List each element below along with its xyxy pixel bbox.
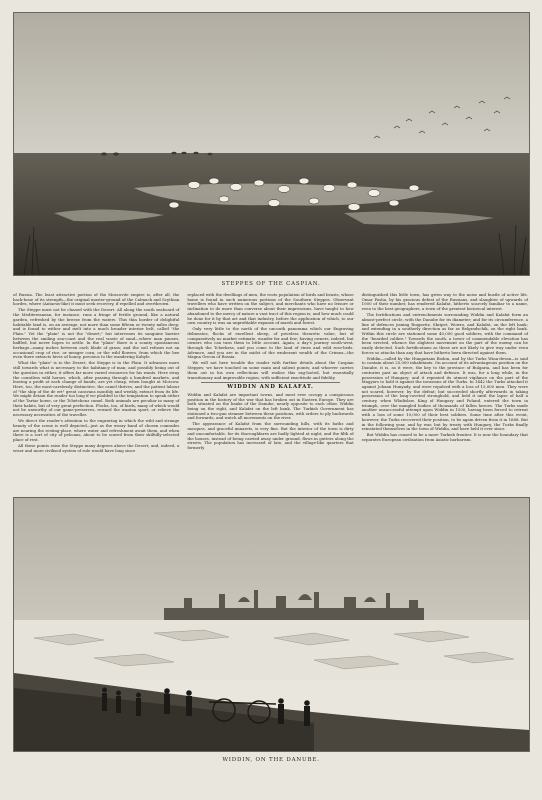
paragraph: The fortifications and entrenchments surrounding Widdin and Kalafat form an almost-perfect circle, with the Danube for its diameter; and for its circumference, a line of defences joining Ruigavitz, Skripet, Wowro, and Kalafat, on the left bank; and extending in a southerly direction as far as Belgradschik, on the right bank. Within this circle are stationed some 40,000 good soldiers, with the command of the "bearded calibre." Towards the south, a tower of commendable elevation has been erected, whence the slightest movement on the part of the enemy can be easily detected. Such fortifications as these are not likely to give way under even forces so attacks than any that have hitherto been directed against them.	[361, 312, 528, 355]
steppes-caption: STEPPES OF THE CASPIAN.	[221, 281, 321, 287]
paragraph: of Russia. The least attractive portion of the Muscovite empire is, after all, the back-bone of its strength—the original muster-ground of the Calmuck and Scythian hordes, where (Antaeus-like) it must seek recovery, if repelled and overthrown.	[13, 292, 180, 307]
widdin-illustration	[14, 498, 529, 751]
paragraph: We will not here trouble the reader with further details about the Caspian Steppes; we have touched on some main and salient points; and whoever carries them out in his own reflections will realise this rag-looted, but essentially transitionary and improvable region, with sufficient exactitude and fidelity.	[187, 360, 354, 380]
article-column-2	[187, 293, 353, 455]
widdin-caption: WIDDIN, ON THE DANUBE.	[222, 757, 320, 763]
paragraph: The appearance of Kalafat from the surrounding hills, with its baths and mosques, and graceful minarets, is very fine. But the interior of the town is dirty and uncomfortable, for its thoroughfares are badly lighted at night, and the filth of the houses, instead of being carried away under ground, flows in gutters along the streets. The population has increased of late, and the village-like quarters that formerly	[187, 421, 354, 450]
paragraph: We direct the reader's attention to the engraving in which the wild and strange beauty of the scene is well depicted—just as the weary band of chosen comrades are nearing the resting-place, where water and refreshment await them, and when there is a sort of city of pelicans, about to be scared from their skilfully-selected place of rest.	[13, 418, 180, 442]
article-column-3	[362, 293, 528, 455]
section-heading: WIDDIN AND KALAFAT.	[227, 384, 314, 391]
paragraph: Widdin and Kalafat are important towns, and must ever occupy a conspicuous position in the history of the war that has broken out in Eastern Europe. They are both situated on the banks of the Danube, nearly opposite to each other, Widdin being on the right, and Kalafat on the left bank. The Turkish Government has stationed a two-gun steamer between these positions, with orders to ply backwards and forwards, and watch all movements on the river.	[187, 391, 354, 421]
steppes-illustration	[14, 13, 529, 275]
paragraph: Widdin—called by the Hungarians Bodon, and by the Turks Wina-devan—is said to contain about 25,000 inhabitants. On account of its advantageous position on the Danube, it is, as it were, the key to the province of Bulgaria, and has been for centuries past an object of attack and defence. It was, for a long while, in the possession of Hungary; and it repeated its utmost vigilance on the part of the Magyars to hold it against the invasions of the Turks. In 1442 the Turks attacked it against Johann Hunyady, and were repulsed with a loss of 15,000 men. They were not scared, however, by the defeat; but succeeded shortly afterwards in taking possession of the long-coveted stronghold, and held it until the lapse of half a century, when Wladislaw, King of Hungary and Poland, entered the town in triumph, over the mangled bodies of thousands of fallen heroes. The Turks made another unsuccessful attempt upon Widdin in 1500, having been forced to retreat with a loss of some 10,000 of their best soldiers. Some time after this event, however, the Turks recovered their position, to be again driven from it in 1688. But in the following year, and by war, but by treaty with Hungary, the Turks finally reinstated themselves in the town of Widdin, and have held it ever since.	[361, 355, 528, 432]
article-columns	[13, 293, 528, 455]
paragraph: distinguished this little town, has given way to the noise and bustle of active life. Omar Pasha, by his gracious defeat of the Russians, and slaughter of upwards of 1000 of their number, has rendered Kalafat, hitherto scarcely familiar to a name, even to the best geographers, a town of the greatest historical interest.	[361, 292, 528, 312]
section-divider	[201, 382, 339, 383]
paragraph: The Steppe must not be classed with the Desert. All along the south seaboard of the Mediterranean, for instance, runs a fringe of fertile ground, like a natural garden, refreshed by the breeze from the waters. This thin border of delightful habitable land is, on an average, not more than some fifteen or twenty miles deep; and is found to wither and melt into a much broader interior belt, called "the Plain." Yet the "plain" is not the "desert;" but intervenes its sanguine barrier between the smiling sea-coast and the real waste of sand—where man pauses, baffled, but never hopes to settle. In the "plain" there is a scanty spontaneous herbage—many inches between each blade of grass; and the soil refuses not an occasional crop of rice, or meagre corn, or the wild flowers, from which the bee even there extracts hives of honey, precious to the wandering Kabyle.	[13, 307, 180, 360]
article-column-1	[13, 293, 179, 455]
paragraph: replaced with the dwellings of men, the roots population of birds and beasts, whose home is found in such numerous portions of the Southern Steppes. Observant travellers who have written on the subject, and merchants who have no leisure or inclination to do more than converse about their impressions, have taught to how abandoned to the mercy of nature a vast tract of this region is; and how much could be done for it by that art and that industry, before the application of which, to our own country is was an unprofitable expanse of marsh and forest.	[187, 292, 354, 326]
widdin-engraving	[13, 497, 530, 752]
steppes-engraving	[13, 12, 530, 276]
paragraph: But Widdin has ceased to be a more Turkish frontier. It is now the boundary that separates European civilisation from Asiatic barbarism.	[361, 432, 528, 442]
paragraph: All these points raise the Steppe many degrees above the Desert; and, indeed, a wiser and more civilised system of rule would have long since	[13, 442, 180, 453]
paragraph: Only very little to the north of the uncouth panorama which our Engraving delineates, flocks of excellent sheep, of priceless theoretic value, but of comparatively no market estimate, wander far and few; having owners, indeed, but owners who can turn them to little account. Again, a day's journey south-west, through the Tcherkess, and you come to the land of vines and wild rose-beds. Advance, and you are in the midst of the exuberant wealth of the Crimea—the Magna Grecia of Russia.	[187, 326, 354, 360]
paragraph: What the "plain" is to the Desert, the Steppe is to the Plain. It advances more still towards what is necessary to the habitancy of man; and possibly being out of the question in either, it offers far more varied resources for his wants. Here stray the countless wild horses, which, after passing through a hundred markets, and leaving a profit at each change of hands, are yet cheap, when bought at Moscow. Here, too, the most-carelessly distinctive, the camel thrives; and the patient labour of "the ship of the de ert" great caravans monthly and weekly, extract from its life. We might detain the reader too long if we plodded to the temptation to speak either of the Tartar horse, or the Tchetchenz camel. Both animals are peculiar in many of their habits, but of very great perfection. Flocks, too, of birds, many of which would not be unworthy of our game-preserves, reward the wanton sport, or relieve the necessary necessities of the traveller.	[13, 360, 180, 418]
